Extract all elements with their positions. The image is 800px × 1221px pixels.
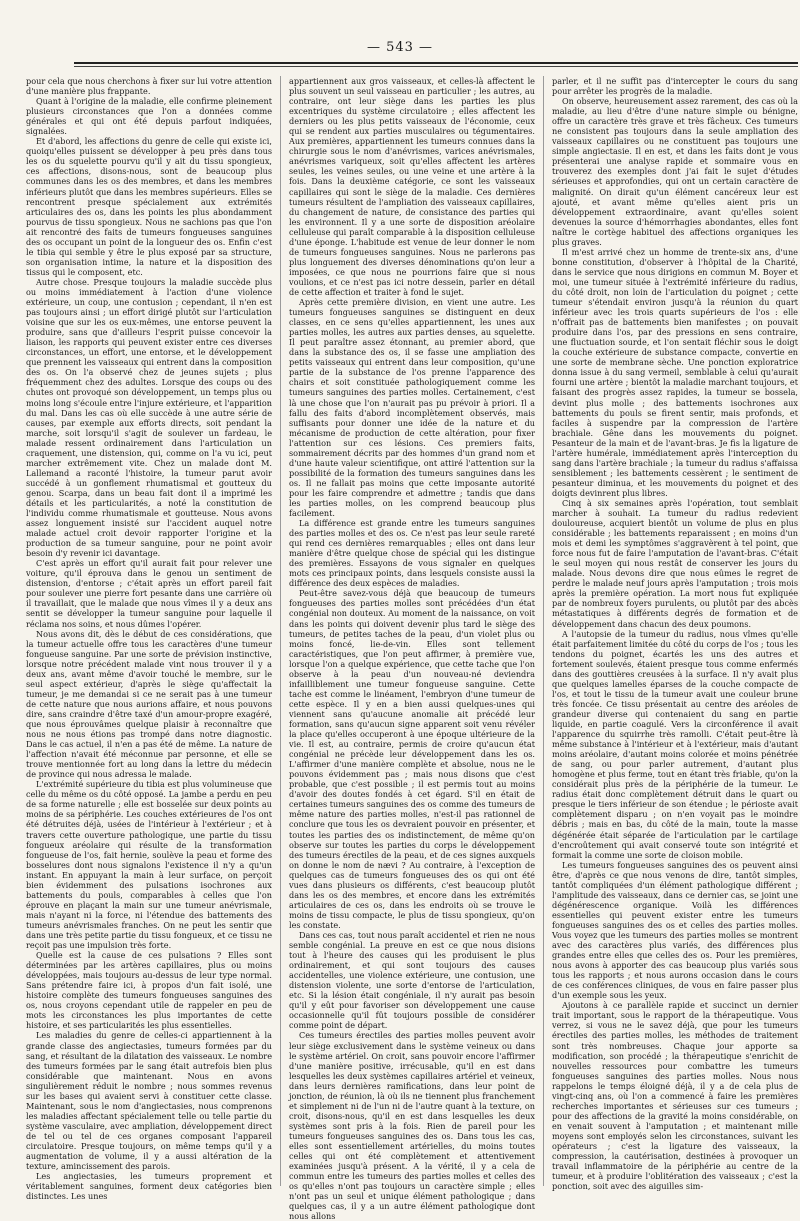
paragraph: L'extrémité supérieure du tibia est plus volumineuse que celle du même os du côté opposé. La jambe a perdu en peu de sa forme naturelle ; elle est bosselée sur deux points au moins de sa périphérie. Les couches extérieures de l'os ont été détruites déjà, usées de l'intérieur à l'extérieur ; et à travers cette ouverture pathologique, une partie du tissu fongueux aréolaire qui résulte de la transformation fongueuse de l'os, fait hernie, soulève la peau et forme des bosselures dont nous signalons l'existence il n'y a qu'un instant. En appuyant la main à leur surface, on perçoit bien évidemment des pulsations isochrones aux battements du pouls, comparables à celles que l'on éprouve en plaçant la main sur une tumeur anévrismale, mais n'ayant ni la force, ni l'étendue des battements des tumeurs anévrismales franches. On ne peut les sentir que dans une très petite partie du tissu fongueux, et ce tissu ne reçoit pas une impulsion très forte. <box>26 779 272 951</box>
paragraph: appartiennent aux gros vaisseaux, et celles-là affectent le plus souvent un seul vaisseau en particulier ; les autres, au contraire, ont leur siège dans les parties les plus excentriques du système circulatoire ; elles affectent les derniers ou les plus petits vaisseaux de l'économie, ceux qui se rendent aux parties musculaires ou tégumentaires. Aux premières, appartiennent les tumeurs connues dans la chirurgie sous le nom d'anévrismes, varices anévrismales, anévrismes variqueux, soit qu'elles affectent les artères seules, les veines seules, ou une veine et une artère à la fois. Dans la deuxième catégorie, ce sont les vaisseaux capillaires qui sont le siège de la maladie. Ces dernières tumeurs résultent de l'ampliation des vaisseaux capillaires, du changement de nature, de consistance des parties qui les environnent. Il y a une sorte de disposition aréolaire celluleuse qui paraît comparable à la disposition celluleuse d'une éponge. L'habitude est venue de leur donner le nom de tumeurs fongueuses sanguines. Nous ne parlerons pas plus longuement des diverses dénominations qu'on leur a imposées, ce que nous ne pourrions faire que si nous voulions, et ce n'est pas ici notre dessein, parler en détail de cette affection et traiter à fond le sujet. <box>289 76 535 297</box>
paragraph: Cinq à six semaines après l'opération, tout semblait marcher à souhait. La tumeur du radius redevient douloureuse, acquiert bientôt un volume de plus en plus considérable ; les battements reparaissent ; en moins d'un mois et demi les symptômes s'aggravèrent à tel point, que force nous fut de faire l'amputation de l'avant-bras. C'était le seul moyen qui nous restât de conserver les jours du malade. Nous devons dire que nous eûmes le regret de perdre le malade neuf jours après l'amputation ; trois mois après la première opération. La mort nous fut expliquée par de nombreux foyers purulents, ou plutôt par des abcès métastatiques à différents degrés de formation et de développement dans chacun des deux poumons. <box>552 497 798 629</box>
paragraph: Quant à l'origine de la maladie, elle confirme pleinement plusieurs circonstances que l'on a données comme générales et qui ont été depuis parfout indiquées, signalées. <box>26 96 272 137</box>
paragraph: C'est après un effort qu'il aurait fait pour relever une voiture, qu'il éprouva dans le genou un sentiment de distension, d'entorse ; c'était après un effort pareil fait pour soulever une pierre fort pesante dans une carrière où il travaillait, que le malade que nous vîmes il y a deux ans sentit se développer la tumeur sanguine pour laquelle il réclama nos soins, et nous dûmes l'opérer. <box>26 558 272 629</box>
header-rule-thin <box>74 66 798 67</box>
paragraph: Les tumeurs fongueuses sanguines des os peuvent ainsi être, d'après ce que nous venons de dire, tantôt simples, tantôt compliquées d'un élément pathologique différent ; l'amplitude des vaisseaux, dans ce dernier cas, se joint une dégénérescence organique. Voilà les différences essentielles qui peuvent exister entre les tumeurs fongueuses sanguines des os et celles des parties molles. Vous voyez que les tumeurs des parties molles se montrent avec des caractères plus variés, des différences plus grandes entre elles que celles des os. Pour les premières, nous avons à apporter des cas beaucoup plus variés sous tous les rapports ; et nous aurons occasion dans le cours de ces conférences cliniques, de vous en faire passer plus d'un exemple sous les yeux. <box>552 859 798 1001</box>
paragraph: Il m'est arrivé chez un homme de trente-six ans, d'une bonne constitution, d'observer à l'hôpital de la Charité, dans le service que nous dirigions en commun M. Boyer et moi, une tumeur située à l'extrémité inférieure du radius, du côté droit, non loin de l'articulation du poignet ; cette tumeur s'étendait environ jusqu'à la réunion du quart inférieur avec les trois quarts supérieurs de l'os : elle n'offrait pas de battements bien manifestes ; on pouvait produire dans l'os, par des pressions en sens contraire, une fluctuation sourde, et l'on sentait fléchir sous le doigt la couche extérieure de substance compacte, convertie en une sorte de membrane sèche. Une ponction exploratrice donna issue à du sang vermeil, semblable à celui qu'aurait fourni une artère ; bientôt la maladie marchant toujours, et faisant des progrès assez rapides, la tumeur se bossela, devint plus molle ; des battements isochrones aux battements du pouls se firent sentir, mais profonds, et faciles à suspendre par la compression de l'artère brachiale. Gêne dans les mouvements du poignet. Pesanteur de la main et de l'avant-bras. Je fis la ligature de l'artère humérale, immédiatement après l'interception du sang dans l'artère brachiale ; la tumeur du radius s'affaissa sensiblement ; les battements cessèrent ; le sentiment de pesanteur diminua, et les mouvements du poignet et des doigts devinrent plus libres. <box>552 246 798 498</box>
paragraph: Les maladies du genre de celles-ci appartiennent à la grande classe des angiectasies, tumeurs formées par du sang, et résultant de la dilatation des vaisseaux. Le nombre des tumeurs formées par le sang était autrefois bien plus considérable que maintenant. Nous en avons singulièrement réduit le nombre ; nous sommes revenus sur les bases qui avaient servi à constituer cette classe. Maintenant, sous le nom d'angiectasies, nous comprenons les maladies affectant spécialement telle ou telle partie du système vasculaire, avec ampliation, développement direct de tel ou tel de ces organes composant l'appareil circulatoire. Presque toujours, on même temps qu'il y a augmentation de volume, il y a aussi altération de la texture, amincissement des parois. <box>26 1030 272 1172</box>
column-left <box>26 76 272 1202</box>
column-right <box>552 76 798 1192</box>
paragraph: Quelle est la cause de ces pulsations ? Elles sont déterminées par les artères capillaires, plus ou moins développées, mais toujours au-dessus de leur type normal. Sans prétendre faire ici, à propos d'un fait isolé, une histoire complète des tumeurs fongueuses sanguines des os, nous croyons cependant utile de rappeler en peu de mots les circonstances les plus importantes de cette histoire, et ses particularités les plus essentielles. <box>26 950 272 1031</box>
paragraph: parler, et il ne suffit pas d'intercepter le cours du sang pour arrêter les progrès de la maladie. <box>552 76 798 97</box>
page-number: — 543 — <box>366 40 434 55</box>
paragraph: La différence est grande entre les tumeurs sanguines des parties molles et des os. Ce n'est pas leur seule rareté qui rend ces dernières remarquables ; elles ont dans leur manière d'être quelque chose de spécial qui les distingue des premières. Essayons de vous signaler en quelques mots ces principaux points, dans lesquels consiste aussi la différence des deux espèces de maladies. <box>289 518 535 589</box>
paragraph: Les angiectasies, les tumeurs proprement et véritablement sanguines, forment deux catégories bien distinctes. Les unes <box>26 1171 272 1202</box>
column-middle <box>289 76 535 1221</box>
header-rule <box>74 62 798 64</box>
paragraph: Après cette première division, en vient une autre. Les tumeurs fongueuses sanguines se distinguent en deux classes, en ce sens qu'elles appartiennent, les unes aux parties molles, les autres aux parties denses, au squelette. Il peut paraître assez étonnant, au premier abord, que dans la substance des os, il se fasse une ampliation des petits vaisseaux qui entrent dans leur composition, qu'une partie de la substance de l'os prenne l'apparence des chairs et soit constituée pathologiquement comme les tumeurs sanguines des parties molles. Certainement, c'est là une chose que l'on n'aurait pas pu prévoir à priori. Il a fallu des faits d'abord incomplètement observés, mais suffisants pour donner une idée de la nature et du mécanisme de production de cette altération, pour fixer l'attention sur ces lésions. Ces premiers faits, sommairement décrits par des hommes d'un grand nom et d'une haute valeur scientifique, ont attiré l'attention sur la possibilité de la formation des tumeurs sanguines dans les os. Il ne fallait pas moins que cette imposante autorité pour les faire comprendre et admettre ; tandis que dans les parties molles, on les comprend beaucoup plus facilement. <box>289 297 535 519</box>
text-columns <box>26 76 798 1221</box>
column-divider <box>543 76 544 1186</box>
paragraph: Dans ces cas, tout nous paraît accidentel et rien ne nous semble congénial. La preuve en est ce que nous disions tout à l'heure des causes qui les produisent le plus ordinairement, et qui sont toujours des causes accidentelles, une violence extérieure, une contusion, une distension violente, une sorte d'entorse de l'articulation, etc. Si la lésion était congéniale, il n'y aurait pas besoin qu'il y eût pour favoriser son développement une cause occasionnelle qu'il fût toujours possible de considérer comme point de départ. <box>289 929 535 1031</box>
paragraph: Et d'abord, les affections du genre de celle qui existe ici, quoiqu'elles puissent se développer à peu près dans tous les os du squelette pourvu qu'il y ait du tissu spongieux, ces affections, disons-nous, sont de beaucoup plus communes dans les os des membres, et dans les membres inférieurs plutôt que dans les membres supérieurs. Elles se rencontrent presque spécialement aux extrémités articulaires des os, dans les points les plus abondamment pourvus de tissu spongieux. Nous ne sachions pas que l'on ait rencontré des faits de tumeurs fongueuses sanguines des os occupant un point de la longueur des os. Enfin c'est le tibia qui semble y être le plus exposé par sa structure, son organisation intime, la nature et la disposition des tissus qui le composent, etc. <box>26 136 272 277</box>
paragraph: pour cela que nous cherchons à fixer sur lui votre attention d'une manière plus frappante. <box>26 76 272 97</box>
paragraph: Ces tumeurs érectiles des parties molles peuvent avoir leur siège exclusivement dans le système veineux ou dans le système artériel. On croit, sans pouvoir encore l'affirmer d'une manière positive, irrécusable, qu'il en est dans lesquelles les deux systèmes capillaires artériel et veineux, dans leurs dernières ramifications, dans leur point de jonction, de réunion, là où ils ne tiennent plus franchement et simplement ni de l'un ni de l'autre quant à la texture, on croit, disons-nous, qu'il en est dans lesquelles les deux systèmes sont pris à la fois. Rien de pareil pour les tumeurs fongueuses sanguines des os. Dans tous les cas, elles sont essentiellement artérielles, du moins toutes celles qui ont été complètement et attentivement examinées jusqu'à présent. A la vérité, il y a cela de commun entre les tumeurs des parties molles et celles des os qu'elles n'ont pas toujours un caractère simple ; elles n'ont pas un seul et unique élément pathologique ; dans quelques cas, il y a un autre élément pathologique dont nous allons <box>289 1030 535 1221</box>
column-divider <box>280 76 281 1186</box>
paragraph: A l'autopsie de la tumeur du radius, nous vîmes qu'elle était parfaitement limitée du côté du corps de l'os ; tous les tendons du poignet, écartés les uns des autres et fortement soulevés, étaient presque tous comme enfermés dans des gouttières creusées à la surface. Il n'y avait plus que quelques lamelles éparses de la couche compacte de l'os, et tout le tissu de la tumeur avait une couleur brune très foncée. Ce tissu présentait au centre des aréoles de grandeur diverse qui contenaient du sang en partie liquide, en partie coagulé. Vers la circonférence il avait l'apparence du squirrhe très ramolli. C'était peut-être là même substance à l'intérieur et à l'extérieur, mais d'autant moins aréolaire, d'autant moins colorée et moins pénétrée de sang, ou pour parler autrement, d'autant plus homogène et plus ferme, tout en étant très friable, qu'on la considérait plus près de la périphérie de la tumeur. Le radius était donc complètement détruit dans le quart ou presque le tiers inférieur de son étendue ; le périoste avait complètement disparu ; on n'en voyait pas le moindre débris ; mais en bas, du côté de la main, toute la masse dégénérée était séparée de l'articulation par le cartilage d'encroûtement qui avait conservé toute son intégrité et formait la comme une sorte de cloison mobile. <box>552 628 798 860</box>
paragraph: Ajoutons à ce parallèle rapide et succinct un dernier trait important, sous le rapport de la thérapeutique. Vous verrez, si vous ne le savez déjà, que pour les tumeurs érectiles des parties molles, les méthodes de traitement sont très nombreuses. Chaque jour apporte sa modification, son procédé ; la thérapeutique s'enrichit de nouvelles ressources pour combattre les tumeurs fongueuses sanguines des parties molles. Nous nous rappelons le temps éloigné déjà, il y a de cela plus de vingt-cinq ans, où l'on a commencé à faire les premières recherches importantes et sérieuses sur ces tumeurs ; pour des affections de la gravité la moins considérable, on en venait souvent à l'amputation ; et maintenant mille moyens sont employés selon les circonstances, suivant les opérateurs ; c'est la ligature des vaisseaux, la compression, la cautérisation, destinées à provoquer un travail inflammatoire de la périphérie au centre de la tumeur, et à produire l'oblitération des vaisseaux ; c'est la ponction, soit avec des aiguilles sim- <box>552 1000 798 1192</box>
paragraph: Nous avons dit, dès le début de ces considérations, que la tumeur actuelle offre tous les caractères d'une tumeur fongueuse sanguine. Par une sorte de prévision instinctive, lorsque notre précédent malade vint nous trouver il y a deux ans, avant même d'avoir touché le membre, sur le seul aspect extérieur, d'après le siège qu'affectait la tumeur, je me demandai si ce ne serait pas à une tumeur de cette nature que nous aurions affaire, et nous pouvons dire, sans craindre d'être taxé d'un amour-propre exagéré, que nous éprouvâmes quelque plaisir à reconnaître que nous ne nous étions pas trompé dans notre diagnostic. Dans le cas actuel, il n'en a pas été de même. La nature de l'affection n'avait été méconnue par personne, et elle se trouve mentionnée fort au long dans la lettre du médecin de province qui nous adressa le malade. <box>26 628 272 780</box>
paragraph: Peut-être savez-vous déjà que beaucoup de tumeurs fongueuses des parties molles sont précédées d'un état congénial non douteux. Au moment de la naissance, on voit dans les points qui doivent devenir plus tard le siège des tumeurs, de petites taches de la peau, d'un violet plus ou moins foncé, lie-de-vin. Elles sont tellement caractéristiques, que l'on peut affirmer, à première vue, lorsque l'on a quelque expérience, que cette tache que l'on observe à la peau d'un nouveau-né deviendra infailliblement une tumeur fongueuse sanguine. Cette tache est comme le linéament, l'embryon d'une tumeur de cette espèce. Il y en a bien aussi quelques-unes qui viennent sans qu'aucune anomalie ait précédé leur formation, sans qu'aucun signe apparent soit venu révéler la place qu'elles occuperont à une époque ultérieure de la vie. Il est, au contraire, permis de croire qu'aucun état congénial ne précède leur développement dans les os. L'affirmer d'une manière complète et absolue, nous ne le pouvons évidemment pas ; mais nous disons que c'est probable, que c'est possible ; il est permis tout au moins d'avoir des doutes fondés à cet égard. S'il en était de certaines tumeurs sanguines des os comme des tumeurs de même nature des parties molles, n'est-il pas rationnel de conclure que tous les os devraient pouvoir en présenter, et toutes les parties des os indistinctement, de même qu'on observe sur toutes les parties du corps le développement des tumeurs érectiles de la peau, et de ces signes auxquels on donne le nom de nævi ? Au contraire, à l'exception de quelques cas de tumeurs fongueuses des os qui ont été vues dans plusieurs os différents, c'est beaucoup plutôt dans les os des membres, et encore dans les extrémités articulaires de ces os, dans les endroits où se trouve le moins de tissu compacte, le plus de tissu spongieux, qu'on les constate. <box>289 588 535 930</box>
paragraph: Autre chose. Presque toujours la maladie succède plus ou moins immédiatement à l'action d'une violence extérieure, un coup, une contusion ; cependant, il n'en est pas toujours ainsi ; un effort dirigé plutôt sur l'articulation voisine que sur les os eux-mêmes, une entorse peuvent la produire, sans que d'ailleurs l'esprit puisse concevoir la liaison, les rapports qui peuvent exister entre ces diverses circonstances, un effort, une entorse, et le développement que prennent les vaisseaux qui entrent dans la composition des os. On l'a observé chez de jeunes sujets ; plus fréquemment chez des adultes. Lorsque des coups ou des chutes ont provoqué son développement, un temps plus ou moins long s'écoule entre l'injure extérieure, et l'apparition du mal. Dans les cas où elle succède à une autre série de causes, par exemple aux efforts directs, soit pendant la marche, soit lorsqu'il s'agit de soulever un fardeau, le malade ressent ordinairement dans l'articulation un craquement, une distension, qui, comme on l'a vu ici, peut marcher extrêmement vite. Chez un malade dont M. Lallemand a raconté l'histoire, la tumeur parut avoir succédé à un gonflement rhumatismal et goutteux du genou. Scarpa, dans un beau fait dont il a imprimé les détails et les particularités, a noté la constitution de l'individu comme rhumatismale et goutteuse. Nous avons assez longuement insisté sur l'accident auquel notre malade actuel croit devoir rapporter l'origine et la production de sa tumeur sanguine, pour ne point avoir besoin d'y revenir ici davantage. <box>26 276 272 559</box>
paragraph: On observe, heureusement assez rarement, des cas où la maladie, au lieu d'être d'une nature simple ou bénigne, offre un caractère très grave et très fâcheux. Ces tumeurs ne consistent pas toujours dans la seule ampliation des vaisseaux capillaires ou ne constituent pas toujours une simple angiectasie. Il en est, et dans les faits dont je vous présenterai une analyse rapide et sommaire vous en trouverez des exemples dont j'ai fait le sujet d'études sérieuses et approfondies, qui ont un certain caractère de malignité. On dirait qu'un élément cancéreux leur est ajouté, et avant même qu'elles aient pris un développement extraordinaire, avant qu'elles soient devenues la source d'hémorrhagies abondantes, elles font naître le cortège habituel des affections organiques les plus graves. <box>552 96 798 247</box>
